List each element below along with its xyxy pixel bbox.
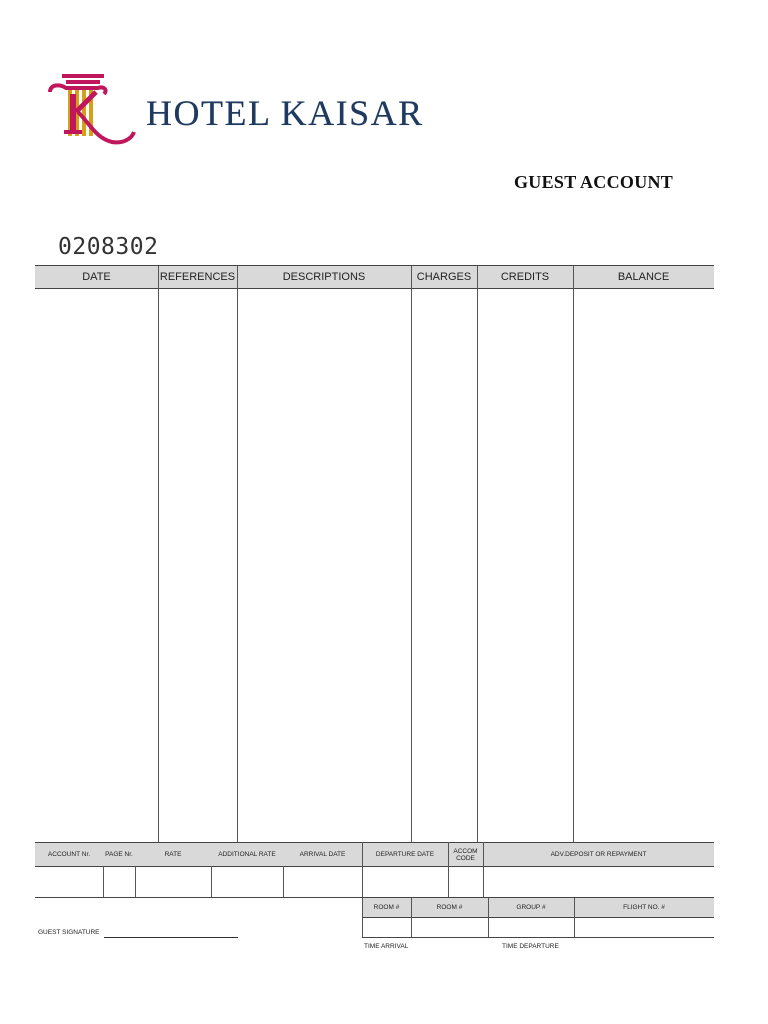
column-divider xyxy=(448,842,449,898)
ledger-header xyxy=(35,266,714,289)
column-header-references: REFERENCES xyxy=(159,271,236,283)
column-divider xyxy=(488,898,489,938)
column-divider xyxy=(483,842,484,898)
header-page-nr: PAGE Nr. xyxy=(105,851,133,858)
column-header-balance: BALANCE xyxy=(617,271,670,283)
account-details-table xyxy=(35,842,714,898)
header-adv-deposit: ADV.DEPOSIT OR REPAYMENT xyxy=(550,851,647,858)
column-divider xyxy=(477,266,478,843)
column-divider xyxy=(411,898,412,938)
time-departure-label: TIME DEPARTURE xyxy=(502,943,559,950)
time-arrival-label: TIME ARRIVAL xyxy=(364,943,409,950)
hotel-name: HOTEL KAISAR xyxy=(146,93,424,133)
ledger-table xyxy=(35,265,714,843)
account-details-header xyxy=(35,842,714,867)
header-departure-date: DEPARTURE DATE xyxy=(375,851,435,858)
table-bottom-line xyxy=(362,937,714,938)
header-room-2: ROOM # xyxy=(436,904,463,911)
column-header-charges: CHARGES xyxy=(416,271,472,283)
guest-signature-line[interactable] xyxy=(104,937,238,938)
header-rate: RATE xyxy=(164,851,182,858)
column-divider xyxy=(362,898,363,938)
column-header-date: DATE xyxy=(82,271,111,283)
header-arrival-date: ARRIVAL DATE xyxy=(299,851,346,858)
column-divider xyxy=(283,866,284,898)
hotel-logo xyxy=(46,72,466,152)
header-account-nr: ACCOUNT Nr. xyxy=(47,851,91,858)
column-divider xyxy=(574,898,575,938)
hotel-logo-mark-icon xyxy=(46,72,142,152)
column-header-descriptions: DESCRIPTIONS xyxy=(282,271,366,283)
guest-signature-label: GUEST SIGNATURE xyxy=(38,929,100,936)
column-divider xyxy=(237,266,238,843)
column-divider xyxy=(362,842,363,898)
column-header-credits: CREDITS xyxy=(500,271,550,283)
column-divider xyxy=(135,866,136,898)
column-divider xyxy=(103,866,104,898)
header-additional-rate: ADDITIONAL RATE xyxy=(218,851,276,858)
column-divider xyxy=(158,266,159,843)
serial-number: 0208302 xyxy=(58,234,159,260)
column-divider xyxy=(573,266,574,843)
header-group: GROUP # xyxy=(516,904,546,911)
room-details-table xyxy=(362,898,714,938)
header-accom-code: ACCOM CODE xyxy=(453,847,478,862)
column-divider xyxy=(411,266,412,843)
document-title: GUEST ACCOUNT xyxy=(514,172,674,192)
header-flight-no: FLIGHT NO. # xyxy=(623,904,665,911)
header-room-1: ROOM # xyxy=(373,904,400,911)
column-divider xyxy=(211,866,212,898)
room-details-header xyxy=(362,898,714,918)
